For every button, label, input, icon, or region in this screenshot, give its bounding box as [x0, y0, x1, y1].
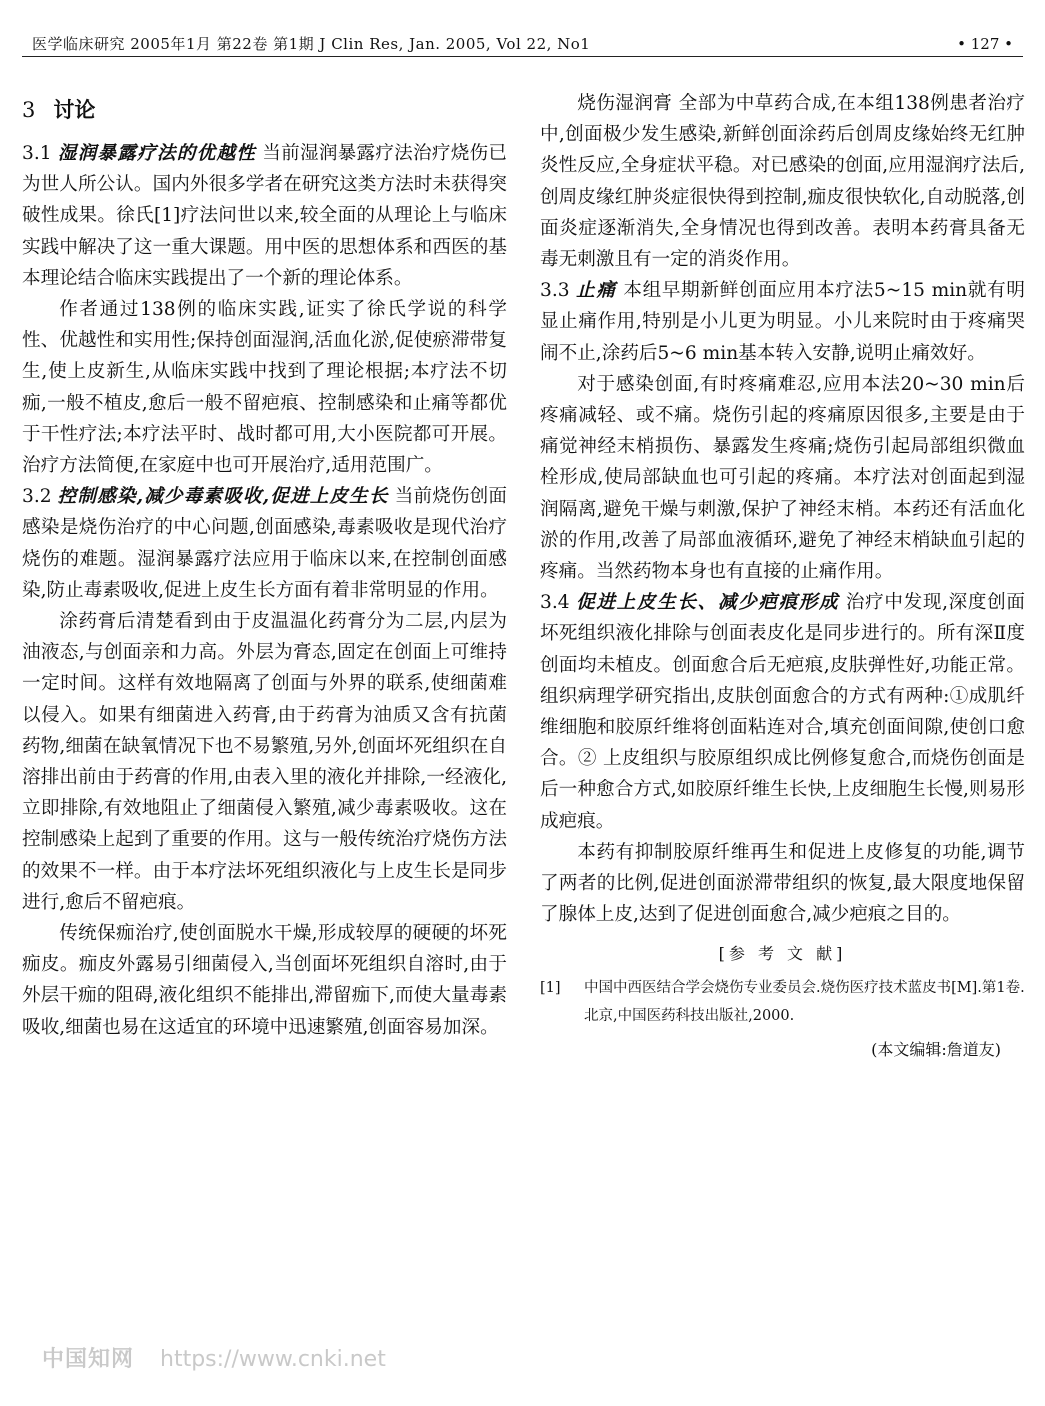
- subsection-number: 3.4: [540, 592, 570, 614]
- subsection-3-4: [540, 587, 1025, 837]
- subsection-title: 湿润暴露疗法的优越性: [57, 143, 257, 164]
- cnki-logo: 中国知网: [42, 1347, 135, 1372]
- paragraph: 涂药膏后清楚看到由于皮温温化药膏分为二层,内层为油液态,与创面亲和力高。外层为膏态,固定在创面上可维持一定时间。这样有效地隔离了创面与外界的联系,使细菌难以侵入。如果有细菌进入药膏,由于药膏为油质又含有抗菌药物,细菌在缺氧情况下也不易繁殖,另外,创面坏死组织在自溶排出前由于药膏的作用,由表入里的液化并排除,一经液化,立即排除,有效地阻止了细菌侵入繁殖,减少毒素吸收。这在控制感染上起到了重要的作用。这与一般传统治疗烧伤方法的效果不一样。由于本疗法坏死组织液化与上皮生长是同步进行,愈后不留疤痕。: [22, 611, 507, 913]
- subsection-title: 控制感染,减少毒素吸收,促进上皮生长: [57, 486, 389, 508]
- left-column: [22, 88, 507, 1043]
- subsection-text: 当前烧伤创面感染是烧伤治疗的中心问题,创面感染,毒素吸收是现代治疗烧伤的难题。湿润暴露疗法应用于临床以来,在控制创面感染,防止毒素吸收,促进上皮生长方面有着非常明显的作用。: [22, 486, 507, 601]
- subsection-3-3: [540, 275, 1025, 369]
- paragraph: 本药有抑制胶原纤维再生和促进上皮修复的功能,调节了两者的比例,促进创面淤滞带组织的恢复,最大限度地保留了腺体上皮,达到了促进创面愈合,减少疤痕之目的。: [540, 841, 1025, 926]
- paragraph: 烧伤湿润膏 全部为中草药合成,在本组138例患者治疗中,创面极少发生感染,新鲜创面涂药后创周皮缘始终无红肿炎性反应,全身症状平稳。对已感染的创面,应用湿润疗法后,创周皮缘红肿炎症很快得到控制,痂皮很快软化,自动脱落,创面炎症逐渐消失,全身情况也得到改善。表明本药膏具备无毒无刺激且有一定的消炎作用。: [540, 93, 1025, 271]
- subsection-title: 止痛: [576, 280, 617, 302]
- subsection-text: 当前湿润暴露疗法治疗烧伤已为世人所公认。国内外很多学者在研究这类方法时未获得突破性成果。徐氏[1]疗法问世以来,较全面的从理论上与临床实践中解决了这一重大课题。用中医的思想体系和西医的基本理论结合临床实践提出了一个新的理论体系。: [22, 143, 507, 289]
- subsection-text: 治疗中发现,深度创面坏死组织液化排除与创面表皮化是同步进行的。所有深Ⅱ度创面均未植皮。创面愈合后无疤痕,皮肤弹性好,功能正常。组织病理学研究指出,皮肤创面愈合的方式有两种:①成肌纤维细胞和胶原纤维将创面粘连对合,填充创面间隙,使创口愈合。② 上皮组织与胶原组织成比例修复愈合,而烧伤创面是后一种愈合方式,如胶原纤维生长快,上皮细胞生长慢,则易形成疤痕。: [540, 592, 1025, 832]
- subsection-title: 促进上皮生长、减少疤痕形成: [576, 592, 840, 614]
- reference-text: 中国中西医结合学会烧伤专业委员会.烧伤医疗技术蓝皮书[M].第1卷.北京,中国医药科技出版社,2000.: [584, 980, 1025, 1025]
- subsection-number: 3.3: [540, 280, 570, 302]
- subsection-text: 本组早期新鲜创面应用本疗法5~15 min就有明显止痛作用,特别是小儿更为明显。小儿来院时由于疼痛哭闹不止,涂药后5~6 min基本转入安静,说明止痛效好。: [540, 280, 1025, 364]
- journal-citation: 医学临床研究 2005年1月 第22卷 第1期 J Clin Res, Jan. 2005, Vol 22, No1: [32, 35, 591, 53]
- section-number: 3: [22, 98, 36, 122]
- paragraph: 传统保痂治疗,使创面脱水干燥,形成较厚的硬硬的坏死痂皮。痂皮外露易引细菌侵入,当创面坏死组织自溶时,由于外层干痂的阻碍,液化组织不能排出,滞留痂下,而使大量毒素吸收,细菌也易在这适宜的环境中迅速繁殖,创面容易加深。: [22, 923, 507, 1038]
- subsection-3-1: [22, 138, 507, 294]
- cnki-watermark: [42, 1342, 386, 1373]
- editor-note: (本文编辑:詹道友): [871, 1040, 1001, 1060]
- section-heading: [22, 96, 507, 124]
- cnki-url[interactable]: https://www.cnki.net: [160, 1347, 386, 1372]
- paragraph: 对于感染创面,有时疼痛难忍,应用本法20~30 min后疼痛减轻、或不痛。烧伤引起的疼痛原因很多,主要是由于痛觉神经末梢损伤、暴露发生疼痛;烧伤引起局部组织微血栓形成,使局部缺血也可引起的疼痛。本疗法对创面起到湿润隔离,避免干燥与刺激,保护了神经末梢。本药还有活血化淤的作用,改善了局部血液循环,避免了神经末梢缺血引起的疼痛。当然药物本身也有直接的止痛作用。: [540, 373, 1025, 583]
- running-header: [22, 34, 1023, 57]
- references-heading: [参 考 文 献]: [718, 944, 847, 964]
- right-column: [540, 88, 1025, 1066]
- reference-item: [540, 974, 1025, 1030]
- subsection-number: 3.2: [22, 486, 52, 508]
- reference-number: [1]: [540, 980, 561, 997]
- paragraph: 作者通过138例的临床实践,证实了徐氏学说的科学性、优越性和实用性;保持创面湿润,活血化淤,促使瘀滞带复生,使上皮新生,从临床实践中找到了理论根据;本疗法不切痂,一般不植皮,愈后一般不留疤痕、控制感染和止痛等都优于干性疗法;本疗法平时、战时都可用,大小医院都可开展。治疗方法简便,在家庭中也可开展治疗,适用范围广。: [22, 299, 507, 477]
- subsection-number: 3.1: [22, 143, 52, 164]
- section-title: 讨论: [53, 97, 96, 122]
- page-number: • 127 •: [957, 35, 1013, 53]
- subsection-3-2: [22, 481, 507, 606]
